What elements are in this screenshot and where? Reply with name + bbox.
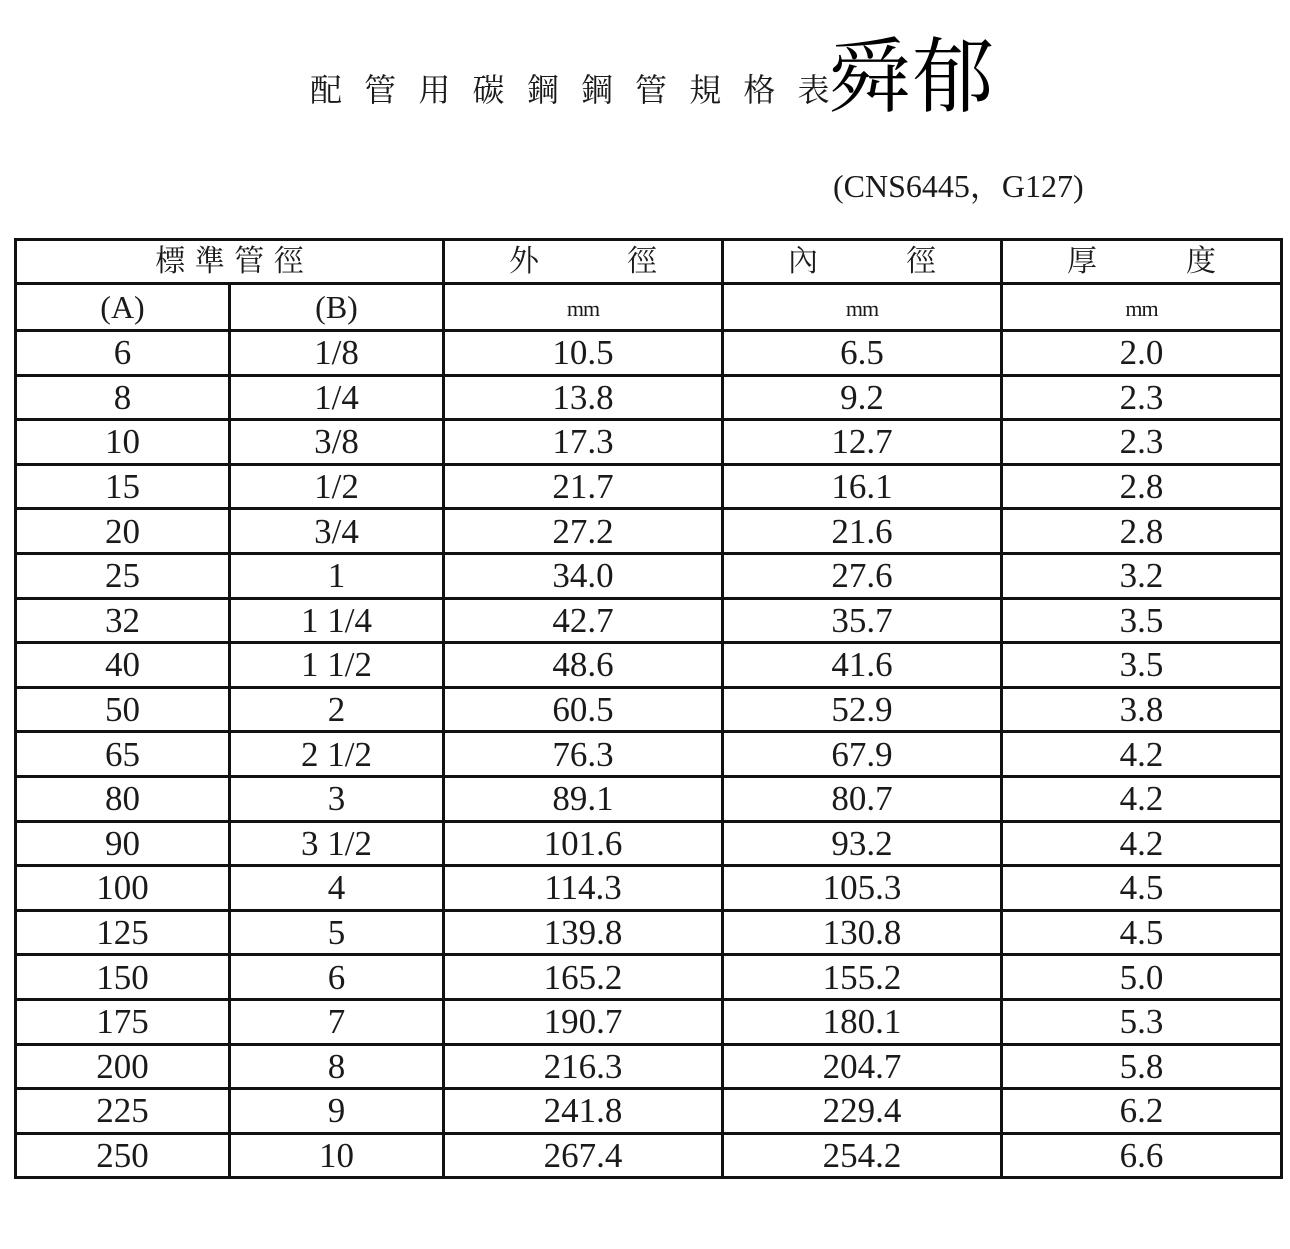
outer-diameter-cell: 17.3 [444,420,723,465]
thickness-cell: 4.2 [1002,732,1282,777]
table-row [16,643,1282,688]
inner-diameter-cell: 130.8 [723,910,1002,955]
inner-diameter-cell: 52.9 [723,687,1002,732]
nominal-a-cell: 15 [16,464,230,509]
inner-diameter-cell: 80.7 [723,776,1002,821]
thickness-cell: 3.5 [1002,598,1282,643]
nominal-a-cell: 6 [16,331,230,376]
nominal-a-cell: 20 [16,509,230,554]
unit-label: mm [1125,296,1158,321]
unit-label: mm [845,296,879,321]
outer-diameter-cell: 76.3 [444,732,723,777]
thickness-header [1002,240,1282,284]
outer-diameter-cell: 165.2 [444,955,723,1000]
thickness-cell: 3.2 [1002,553,1282,598]
thickness-cell: 3.5 [1002,643,1282,688]
nominal-b-cell: 8 [230,1044,444,1089]
nominal-b-cell: 5 [230,910,444,955]
nominal-a-cell: 100 [16,866,230,911]
outer-diameter-cell: 34.0 [444,553,723,598]
inner-diameter-unit [723,284,1002,331]
table-row [16,999,1282,1044]
inner-diameter-cell: 254.2 [723,1133,1002,1178]
table-row [16,553,1282,598]
outer-diameter-cell: 139.8 [444,910,723,955]
inner-diameter-cell: 41.6 [723,643,1002,688]
thickness-cell: 4.2 [1002,821,1282,866]
nominal-a-cell: 50 [16,687,230,732]
inner-diameter-cell: 180.1 [723,999,1002,1044]
outer-diameter-cell: 216.3 [444,1044,723,1089]
nominal-b-cell: 2 1/2 [230,732,444,777]
inner-diameter-header-right: 徑 [906,243,937,279]
table-header [16,240,1282,331]
nominal-b-cell: 1 1/4 [230,598,444,643]
table-row [16,687,1282,732]
thickness-cell: 2.3 [1002,375,1282,420]
nominal-a-cell: 80 [16,776,230,821]
page-edge [0,1229,1290,1249]
table-row [16,464,1282,509]
outer-diameter-cell: 241.8 [444,1089,723,1134]
outer-diameter-cell: 13.8 [444,375,723,420]
nominal-a-cell: 200 [16,1044,230,1089]
nominal-a-cell: 40 [16,643,230,688]
nominal-b-cell: 3 1/2 [230,821,444,866]
nominal-b-cell: 6 [230,955,444,1000]
thickness-cell: 4.5 [1002,910,1282,955]
nominal-a-cell: 10 [16,420,230,465]
inner-diameter-cell: 12.7 [723,420,1002,465]
nominal-a-cell: 65 [16,732,230,777]
table-row [16,1133,1282,1178]
nominal-a-cell: 32 [16,598,230,643]
outer-diameter-cell: 190.7 [444,999,723,1044]
thickness-cell: 4.2 [1002,776,1282,821]
unit-label: mm [566,296,600,321]
nominal-a-cell: 225 [16,1089,230,1134]
table-row [16,732,1282,777]
inner-diameter-cell: 6.5 [723,331,1002,376]
thickness-cell: 6.2 [1002,1089,1282,1134]
table-body [16,331,1282,1178]
inner-diameter-cell: 27.6 [723,553,1002,598]
inner-diameter-header [723,240,1002,284]
nominal-b-cell: 10 [230,1133,444,1178]
table-row [16,598,1282,643]
outer-diameter-cell: 42.7 [444,598,723,643]
thickness-cell: 2.8 [1002,464,1282,509]
pipe-spec-table [14,238,1283,1179]
table-row [16,331,1282,376]
outer-diameter-unit [444,284,723,331]
nominal-b-cell: 1 [230,553,444,598]
column-b-header: (B) [230,284,444,331]
nominal-size-header: 標 準 管 徑 [16,240,444,284]
table-row [16,910,1282,955]
outer-diameter-cell: 48.6 [444,643,723,688]
inner-diameter-cell: 93.2 [723,821,1002,866]
inner-diameter-cell: 35.7 [723,598,1002,643]
nominal-b-cell: 3/8 [230,420,444,465]
nominal-b-cell: 1 1/2 [230,643,444,688]
nominal-a-cell: 25 [16,553,230,598]
thickness-cell: 3.8 [1002,687,1282,732]
standard-code: (CNS6445，G127) [833,168,1084,204]
nominal-b-cell: 1/2 [230,464,444,509]
nominal-b-cell: 3/4 [230,509,444,554]
nominal-a-cell: 90 [16,821,230,866]
document-title: 配 管 用 碳 鋼 鋼 管 規 格 表 [310,71,836,109]
thickness-cell: 6.6 [1002,1133,1282,1178]
thickness-cell: 2.0 [1002,331,1282,376]
nominal-b-cell: 4 [230,866,444,911]
inner-diameter-cell: 9.2 [723,375,1002,420]
outer-diameter-cell: 267.4 [444,1133,723,1178]
table-row [16,955,1282,1000]
nominal-a-cell: 150 [16,955,230,1000]
table-row [16,866,1282,911]
nominal-b-cell: 1/4 [230,375,444,420]
outer-diameter-cell: 21.7 [444,464,723,509]
outer-diameter-header-right: 徑 [627,243,658,279]
table-row [16,1089,1282,1134]
nominal-a-cell: 175 [16,999,230,1044]
thickness-unit [1002,284,1282,331]
nominal-b-cell: 9 [230,1089,444,1134]
thickness-cell: 2.8 [1002,509,1282,554]
outer-diameter-cell: 10.5 [444,331,723,376]
inner-diameter-cell: 229.4 [723,1089,1002,1134]
inner-diameter-cell: 67.9 [723,732,1002,777]
nominal-b-cell: 7 [230,999,444,1044]
inner-diameter-cell: 155.2 [723,955,1002,1000]
nominal-b-cell: 3 [230,776,444,821]
inner-diameter-cell: 21.6 [723,509,1002,554]
nominal-a-cell: 250 [16,1133,230,1178]
table-row [16,375,1282,420]
thickness-header-right: 度 [1186,243,1217,279]
thickness-header-left: 厚 [1067,243,1098,279]
outer-diameter-header-left: 外 [509,243,540,279]
outer-diameter-cell: 89.1 [444,776,723,821]
table-row [16,420,1282,465]
inner-diameter-cell: 105.3 [723,866,1002,911]
table-row [16,776,1282,821]
outer-diameter-cell: 101.6 [444,821,723,866]
outer-diameter-cell: 114.3 [444,866,723,911]
inner-diameter-cell: 204.7 [723,1044,1002,1089]
table-row [16,1044,1282,1089]
company-name: 舜郁 [828,30,997,125]
column-a-header: (A) [16,284,230,331]
thickness-cell: 2.3 [1002,420,1282,465]
thickness-cell: 5.8 [1002,1044,1282,1089]
nominal-a-cell: 125 [16,910,230,955]
outer-diameter-cell: 60.5 [444,687,723,732]
thickness-cell: 5.3 [1002,999,1282,1044]
thickness-cell: 5.0 [1002,955,1282,1000]
inner-diameter-header-left: 內 [788,243,819,279]
table-row [16,821,1282,866]
inner-diameter-cell: 16.1 [723,464,1002,509]
outer-diameter-cell: 27.2 [444,509,723,554]
nominal-b-cell: 2 [230,687,444,732]
outer-diameter-header [444,240,723,284]
nominal-a-cell: 8 [16,375,230,420]
thickness-cell: 4.5 [1002,866,1282,911]
nominal-b-cell: 1/8 [230,331,444,376]
table-row [16,509,1282,554]
